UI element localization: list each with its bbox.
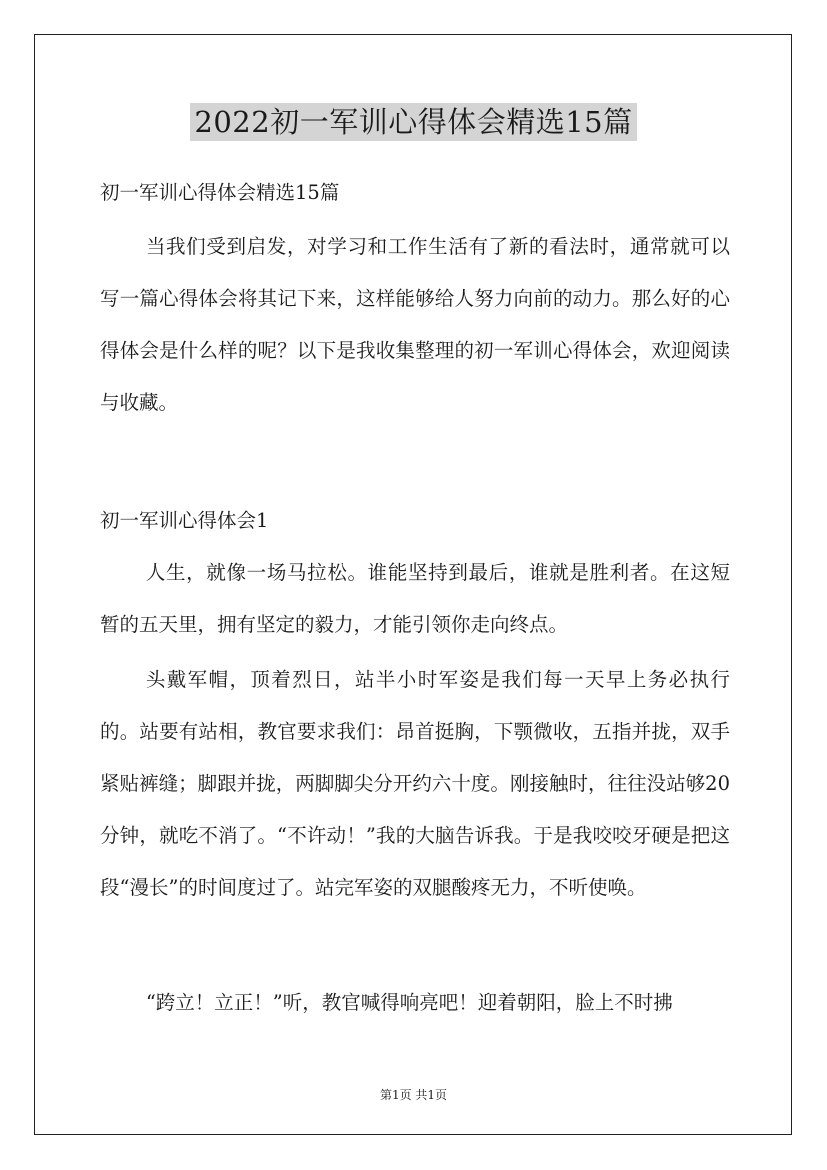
intro-paragraph: 当我们受到启发，对学习和工作生活有了新的看法时，通常就可以写一篇心得体会将其记下来，这样能够给人努力向前的动力。那么好的心得体会是什么样的呢？以下是我收集整理的初一军训心得体会，欢迎阅读与收藏。 [100,235,730,414]
document-subtitle: 初一军训心得体会精选15篇 [100,181,340,204]
document-title: 2022初一军训心得体会精选15篇 [190,103,636,141]
document-title-wrap [0,100,827,141]
body-paragraph-3: “跨立！立正！”听，教官喊得响亮吧！迎着朝阳，脸上不时拂 [145,991,673,1014]
section-heading: 初一军训心得体会1 [100,509,269,532]
page-footer: 第1页 共1页 [379,1088,448,1102]
body-paragraph-1: 人生，就像一场马拉松。谁能坚持到最后，谁就是胜利者。在这短暂的五天里，拥有坚定的毅力，才能引领你走向终点。 [100,561,730,636]
body-paragraph-2: 头戴军帽，顶着烈日，站半小时军姿是我们每一天早上务必执行的。站要有站相，教官要求我们：昂首挺胸，下颚微收，五指并拢，双手紧贴裤缝；脚跟并拢，两脚脚尖分开约六十度。刚接触时，往往没站够20分钟，就吃不消了。“不许动！”我的大脑告诉我。于是我咬咬牙硬是把这段“漫长”的时间度过了。站完军姿的双腿酸疼无力，不听使唤。 [100,668,730,899]
